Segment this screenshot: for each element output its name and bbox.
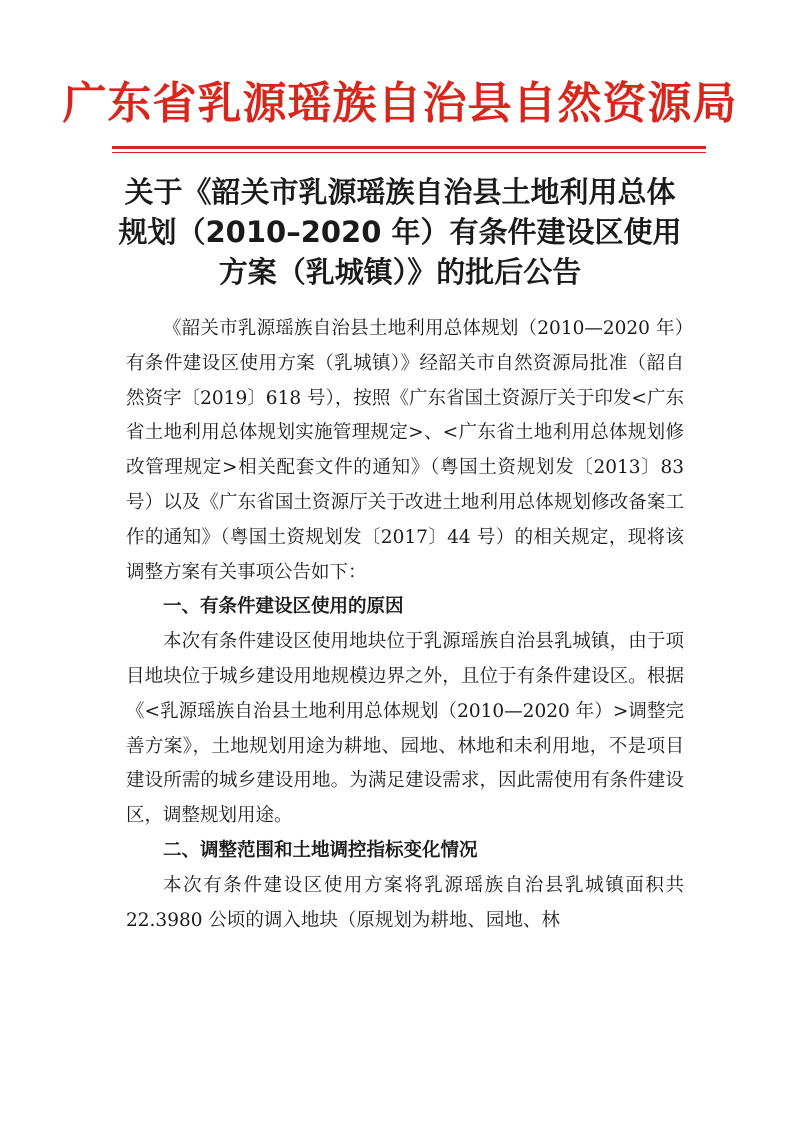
letterhead-org-name: 广东省乳源瑶族自治县自然资源局 — [62, 78, 738, 129]
section-2-paragraph: 本次有条件建设区使用方案将乳源瑶族自治县乳城镇面积共 22.3980 公顷的调入地块（原规划为耕地、园地、林 — [126, 874, 684, 931]
section-1-paragraph: 本次有条件建设区使用地块位于乳源瑶族自治县乳城镇，由于项目地块位于城乡建设用地规模边界之外，且位于有条件建设区。根据《<乳源瑶族自治县土地利用总体规划（2010—2020 年）>调整完善方案》，土地规划用途为耕地、园地、林地和未利用地，不是项目建设所需的城乡建设用地。为满足建设需求，因此需使用有条件建设区，调整规划用途。 — [126, 631, 684, 827]
document-title-line-3: 方案（乳城镇）》的批后公告 — [218, 255, 582, 289]
document-title — [100, 172, 700, 292]
document-body — [126, 312, 684, 938]
section-2-heading: 二、调整范围和土地调控指标变化情况 — [163, 839, 478, 861]
document-title-line-2: 规划（2010–2020 年）有条件建设区使用 — [118, 215, 682, 249]
letterhead-red-rule — [112, 146, 706, 149]
letterhead-red-rule-thin — [112, 152, 706, 153]
document-title-line-1: 关于《韶关市乳源瑶族自治县土地利用总体 — [124, 175, 676, 209]
section-1-heading: 一、有条件建设区使用的原因 — [163, 596, 404, 618]
intro-paragraph: 《韶关市乳源瑶族自治县土地利用总体规划（2010—2020 年）有条件建设区使用方案（乳城镇）》经韶关市自然资源局批准（韶自然资字〔2019〕618 号），按照《广东省国土资源厅关于印发<广东省土地利用总体规划实施管理规定>、<广东省土地利用总体规划修改管理规定>相关配套文件的通知》（粤国土资规划发〔2013〕83 号）以及《广东省国土资源厅关于改进土地利用总体规划修改备案工作的通知》（粤国土资规划发〔2017〕44 号）的相关规定，现将该调整方案有关事项公告如下： — [126, 318, 684, 583]
